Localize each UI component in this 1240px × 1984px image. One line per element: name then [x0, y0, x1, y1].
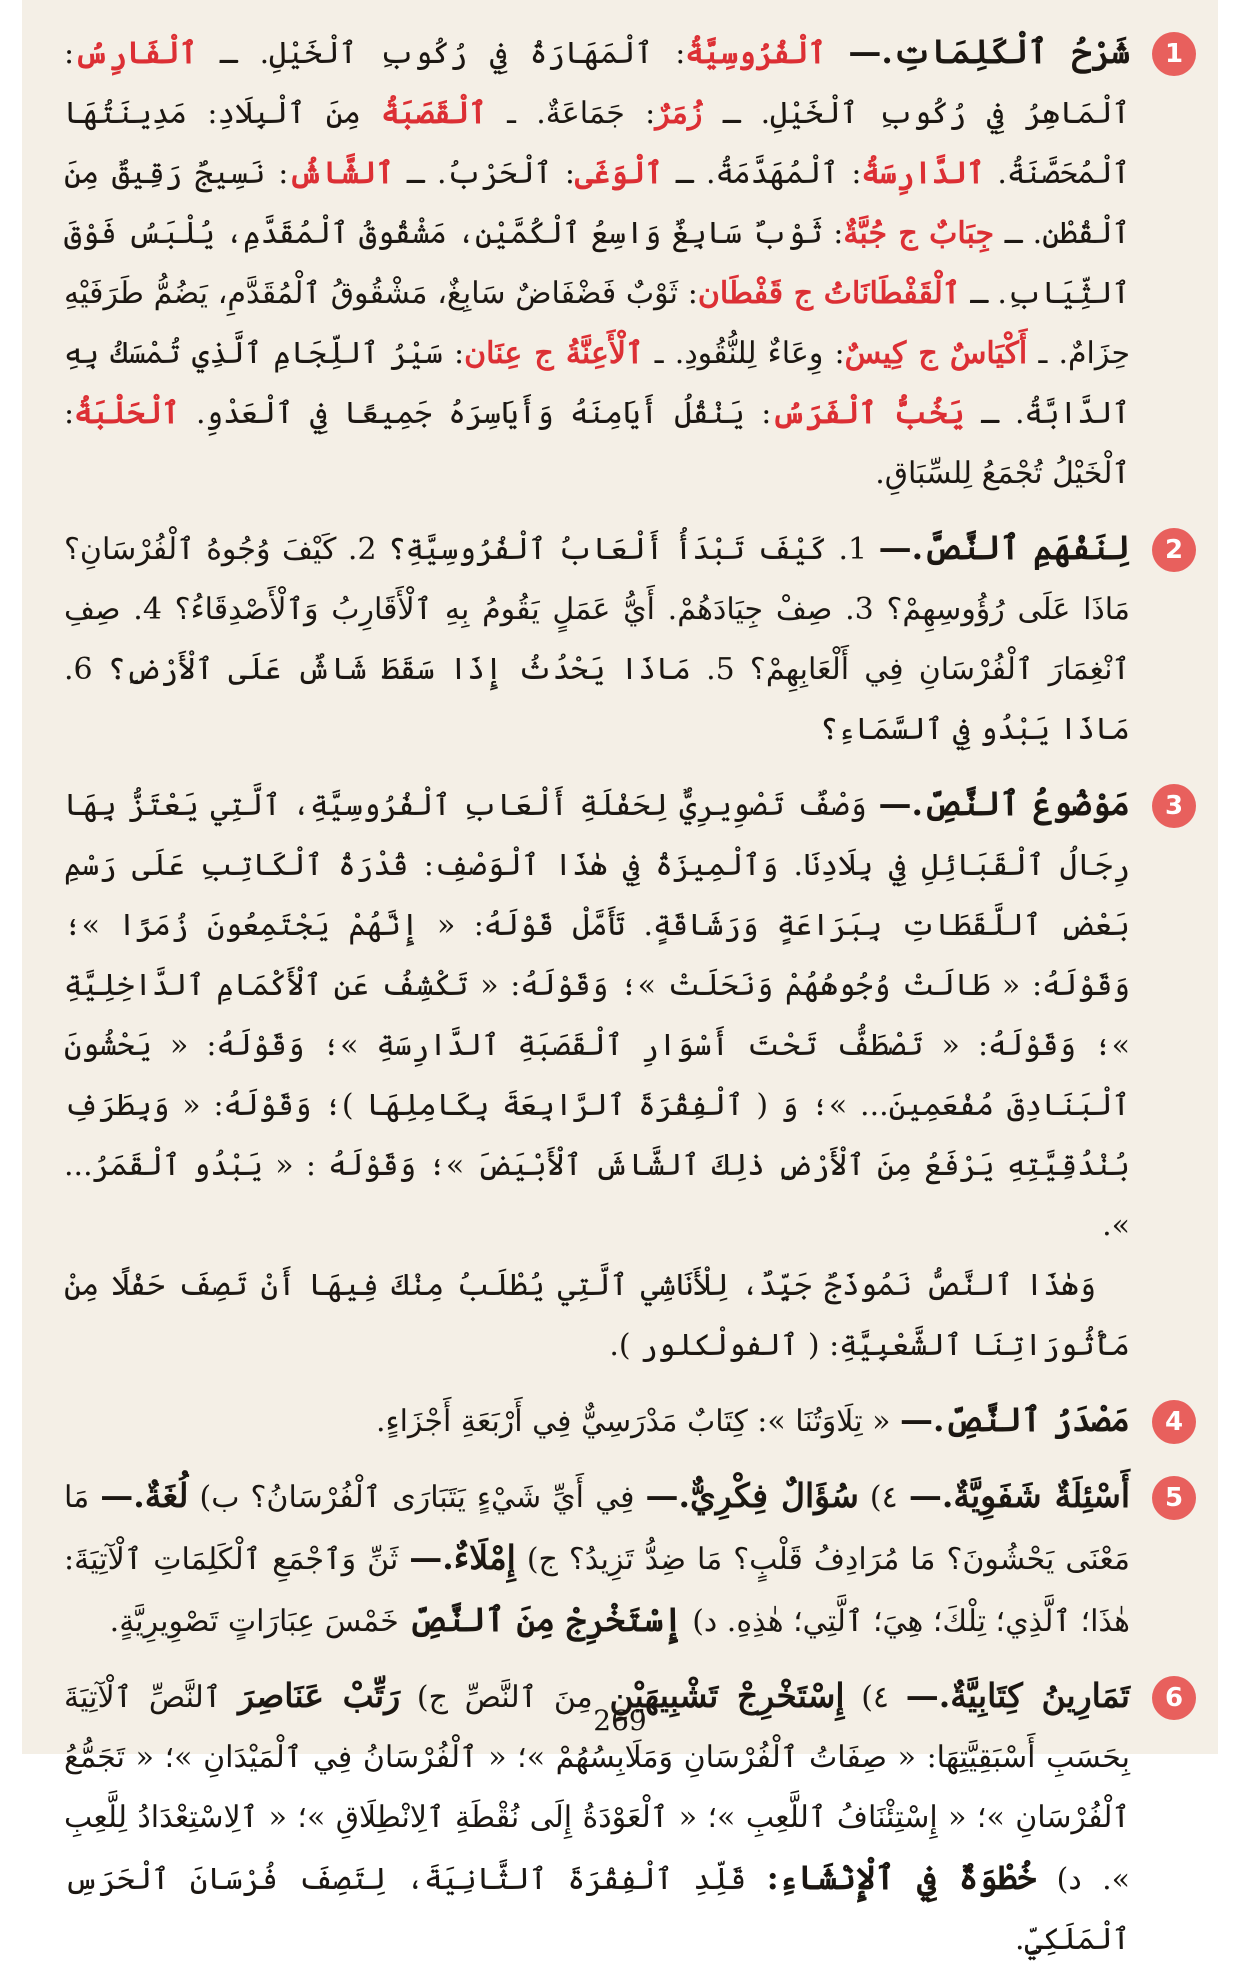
term: ٱلْفَارِسُ: [74, 36, 198, 71]
section-title: شَرْحُ ٱلْكَلِمَاتِ.—: [848, 32, 1130, 71]
definition: : جَمَاعَةٌ. ـ: [486, 96, 656, 131]
section-title: مَصْدَرُ ٱلنَّصِّ.—: [899, 1400, 1130, 1439]
definition: : ٱلْمَاهِرُ فِي رُكُوبِ ٱلْخَيْلِ. ـ: [64, 36, 1131, 131]
item-body: مِنَ ٱلنَّصِّ ج): [400, 1680, 610, 1715]
term: يَخُبُّ ٱلْفَرَسُ: [771, 396, 965, 431]
subheading: إِسْتَخْرِجْ مِنَ ٱلنَّصِّ: [408, 1600, 683, 1639]
subheading: لُغَةٌ.—: [100, 1476, 189, 1515]
section-4-source: [64, 1390, 1196, 1452]
definition: مِنَ ٱلْبِلَادِ: مَدِينَتُهَا ٱلْمُحَصَّنَةُ.: [64, 96, 1130, 191]
item-body: ثَنِّ وَٱجْمَعِ ٱلْكَلِمَاتِ ٱلْآتِيَةَ: هٰذَا؛ ٱلَّذِي؛ تِلْكَ؛ هِيَ؛ ٱلَّتِي؛ هٰذِهِ. د): [64, 1542, 1130, 1639]
section-body: « تِلَاوَتُنَا »: كِتَابٌ مَدْرَسِيٌّ فِي أَرْبَعَةِ أَجْزَاءٍ.: [375, 1404, 900, 1439]
definition: : وِعَاءٌ لِلنُّقُودِ. ـ: [643, 336, 845, 371]
definition: : يَنْقُلُ أَيَامِنَهُ وَأَيَاسِرَهُ جَمِيعًا فِي ٱلْعَدْوِ.: [179, 396, 772, 431]
section-number-5: 5: [1152, 1476, 1196, 1520]
subheading: رَتِّبْ عَنَاصِرَ: [238, 1676, 401, 1715]
definition: : نَسِيجٌ رَقِيقٌ مِنَ ٱلْقُطْنِ. ـ: [64, 156, 1130, 251]
page-number: 269: [593, 1704, 647, 1737]
section-number-3: 3: [1152, 784, 1196, 828]
section-5-oral-questions: [64, 1466, 1196, 1652]
item-body: خَمْسَ عِبَارَاتٍ تَصْوِيرِيَّةٍ.: [109, 1604, 409, 1639]
section-body: 1. كَيْفَ تَبْدَأُ أَلْعَابُ ٱلْفُرُوسِيَّةِ؟ 2. كَيْفَ وُجُوهُ ٱلْفُرْسَانِ؟ مَاذَا عَلَى رُؤُوسِهِمْ؟ 3. صِفْ جِيَادَهُمْ. أَيُّ عَمَلٍ يَقُومُ بِهِ ٱلْأَقَارِبُ وَٱلْأَصْدِقَاءُ؟ 4. صِفِ ٱنْغِمَارَ ٱلْفُرْسَانِ فِي أَلْعَابِهِمْ؟ 5. مَاذَا يَحْدُثُ إِذَا سَقَطَ شَاشٌ عَلَى ٱلْأَرْضِ؟ 6. مَاذَا يَبْدُو فِي ٱلسَّمَاءِ؟: [64, 532, 1130, 747]
oral-questions-paragraph: [64, 1466, 1130, 1652]
topic-paragraph: [64, 774, 1130, 1256]
term: أَكْيَاسٌ ج كِيسٌ: [844, 336, 1028, 371]
item-body: فِي أَيِّ شَيْءٍ يَتَبَارَى ٱلْفُرْسَانُ؟ ب): [188, 1480, 646, 1515]
term: ٱلْفُرُوسِيَّةُ: [685, 36, 826, 71]
term: ٱلدَّارِسَةُ: [861, 156, 985, 191]
section-title: أَسْئِلَةٌ شَفَوِيَّةٌ.—: [908, 1476, 1131, 1515]
definition: : ثَوْبٌ سَابِغٌ وَاسِعُ ٱلْكُمَّيْنِ، مَشْقُوقُ ٱلْمُقَدَّمِ، يُلْبَسُ فَوْقَ ٱلثِّيَابِ. ـ: [64, 216, 1130, 311]
definition: : ٱلْحَرْبُ. ـ: [393, 156, 575, 191]
term: ٱلْوَغَى: [574, 156, 663, 191]
item-marker: ٤): [858, 1480, 909, 1515]
definition: : ٱلْمَهَارَةُ فِي رُكُوبِ ٱلْخَيْلِ. ـ: [197, 36, 686, 71]
term: ٱلْحَلْبَةُ: [74, 396, 180, 431]
term: ٱلْأَعِنَّةُ ج عِنَان: [464, 336, 644, 371]
section-1-vocabulary: [64, 22, 1196, 504]
section-title: مَوْضُوعُ ٱلنَّصِّ.—: [878, 784, 1130, 823]
term: ٱلْقَفْطَانَاتُ ج قَفْطَان: [697, 276, 961, 311]
vocabulary-paragraph: [64, 22, 1130, 504]
item-body: قَلِّدِ ٱلْفِقْرَةَ ٱلثَّانِيَةَ، لِتَصِفَ فُرْسَانَ ٱلْحَرَسِ ٱلْمَلَكِيِّ.: [64, 1862, 1130, 1957]
page-content: [64, 22, 1196, 1984]
definition: : ثَوْبٌ فَضْفَاضٌ سَابِغٌ، مَشْقُوقُ ٱلْمُقَدَّمِ، يَضُمُّ طَرَفَيْهِ حِزَامٌ. ـ: [64, 276, 1130, 371]
source-paragraph: [64, 1390, 1130, 1452]
section-title: تَمَارِينُ كِتَابِيَّةٌ.—: [905, 1676, 1130, 1715]
term: جِبَابٌ ج جُبَّةٌ: [843, 216, 995, 251]
item-marker: ٤): [844, 1680, 906, 1715]
subheading: إِسْتَخْرِجْ تَشْبِيهَيْنِ: [609, 1676, 845, 1715]
subheading: سُؤَالٌ فِكْرِيٌّ.—: [645, 1476, 859, 1515]
item-body: ٱلنَّصِّ ٱلْآتِيَةَ بِحَسَبِ أَسْبَقِيَّتِهَا: « صِفَاتُ ٱلْفُرْسَانِ وَمَلَابِسُهُمْ »؛ « ٱلْفُرْسَانُ فِي ٱلْمَيْدَانِ »؛ « تَجَمُّعُ ٱلْفُرْسَانِ »؛ « إِسْتِئْنَافُ ٱللَّعِبِ »؛ « ٱلْعَوْدَةُ إِلَى نُقْطَةِ ٱلِانْطِلَاقِ »؛ « ٱلِاسْتِعْدَادُ لِلَّعِبِ ». د): [64, 1680, 1131, 1897]
definition: : ٱلْخَيْلُ تُجْمَعُ لِلسِّبَاقِ.: [64, 396, 1130, 491]
definition: : سَيْرُ ٱللِّجَامِ ٱلَّذِي تُمْسَكُ بِهِ ٱلدَّابَّةُ. ـ: [64, 336, 1130, 431]
section-title: لِنَفْهَمِ ٱلنَّصَّ.—: [878, 528, 1130, 567]
term: زُمَرٌ: [655, 96, 703, 131]
section-number-4: 4: [1152, 1400, 1196, 1444]
term: ٱلْقَصَبَةُ: [381, 96, 487, 131]
section-number-6: 6: [1152, 1676, 1196, 1720]
section-number-1: 1: [1152, 32, 1196, 76]
subheading: خُطْوَةٌ فِي ٱلْإِنْشَاءِ:: [766, 1858, 1037, 1897]
topic-paragraph-2: وَهٰذَا ٱلنَّصُّ نَمُوذَجٌ جَيِّدٌ، لِلْأَنَاشِي ٱلَّتِي يُطْلَبُ مِنْكَ فِيهَا أَنْ تَصِفَ حَفْلًا مِنْ مَأْثُورَاتِنَا ٱلشَّعْبِيَّةِ: ( ٱلفولْكلور ).: [64, 1268, 1130, 1363]
section-body: وَصْفٌ تَصْوِيرِيٌّ لِحَفْلَةِ أَلْعَابِ ٱلْفُرُوسِيَّةِ، ٱلَّتِي يَعْتَزُّ بِهَا رِجَالُ ٱلْقَبَائِلِ فِي بِلَادِنَا. وَٱلْمِيزَةُ فِي هٰذَا ٱلْوَصْفِ: قُدْرَةُ ٱلْكَاتِبِ عَلَى رَسْمِ بَعْضِ ٱللَّقَطَاتِ بِبَرَاعَةٍ وَرَشَاقَةٍ. تَأَمَّلْ قَوْلَهُ: « إِنَّهُمْ يَجْتَمِعُونَ زُمَرًا »؛ وَقَوْلَهُ: « طَالَتْ وُجُوهُهُمْ وَنَحَلَتْ »؛ وَقَوْلَهُ: « تَكْشِفُ عَنِ ٱلْأَكْمَامِ ٱلدَّاخِلِيَّةِ »؛ وَقَوْلَهُ: « تَصْطَفُّ تَحْتَ أَسْوَارِ ٱلْقَصَبَةِ ٱلدَّارِسَةِ »؛ وَقَوْلَهُ: « يَحْشُونَ ٱلْبَنَادِقَ مُفْعَمِينَ... »؛ وَ ( ٱلْفِقْرَةَ ٱلرَّابِعَةَ بِكَامِلِهَا )؛ وَقَوْلَهُ: « وَبِطَرَفِ بُنْدُقِيَّتِهِ يَرْفَعُ مِنَ ٱلْأَرْضِ ذٰلِكَ ٱلشَّاشَ ٱلْأَبْيَضَ »؛ وَقَوْلَهُ : « يَبْدُو ٱلْقَمَرُ... ».: [64, 788, 1130, 1243]
section-3-topic: [64, 774, 1196, 1376]
section-2-comprehension: [64, 518, 1196, 760]
comprehension-paragraph: [64, 518, 1130, 760]
section-number-2: 2: [1152, 528, 1196, 572]
term: ٱلشَّاشُ: [288, 156, 394, 191]
item-body: مَا مَعْنَى يَحْشُونَ؟ مَا مُرَادِفُ قَلْبٍ؟ مَا ضِدُّ تَزِيدُ؟ ج): [64, 1480, 1130, 1577]
subheading: إِمْلَاءٌ.—: [409, 1538, 516, 1577]
definition: : ٱلْمُهَدَّمَةُ. ـ: [662, 156, 862, 191]
page-sheet: [22, 0, 1218, 1957]
